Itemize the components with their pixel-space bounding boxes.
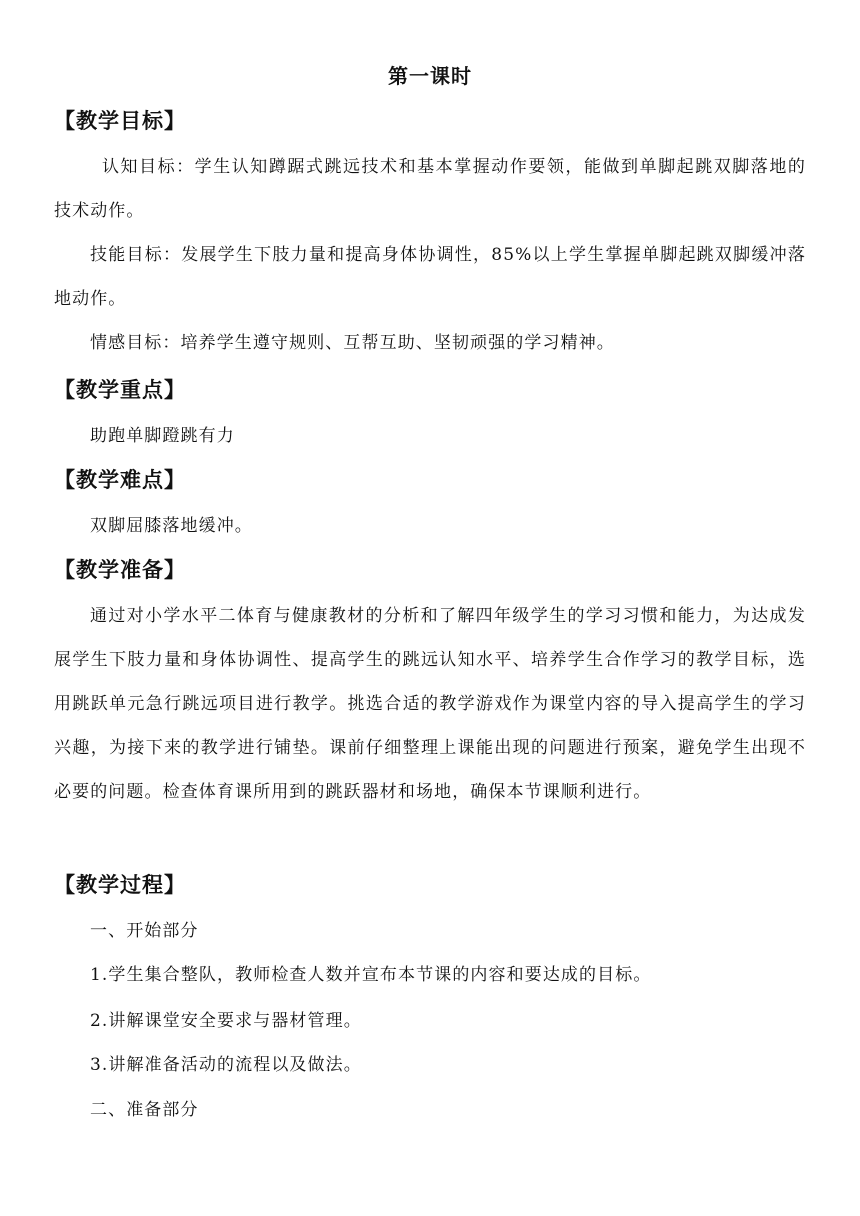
page-title: 第一课时: [388, 64, 472, 88]
process-step-3: 3.讲解准备活动的流程以及做法。: [90, 1055, 362, 1075]
difficulty-text: 双脚屈膝落地缓冲。: [90, 516, 253, 536]
goal-skill: 技能目标：发展学生下肢力量和提高身体协调性，85%以上学生掌握单脚起跳双脚缓冲落地动作。: [54, 245, 806, 309]
section-heading-process: 【教学过程】: [54, 873, 186, 897]
section-heading-goals: 【教学目标】: [54, 109, 186, 133]
section-heading-difficulty: 【教学难点】: [54, 468, 186, 492]
section-heading-key-point: 【教学重点】: [54, 378, 186, 402]
preparation-text: 通过对小学水平二体育与健康教材的分析和了解四年级学生的学习习惯和能力，为达成发展学生下肢力量和身体协调性、提高学生的跳远认知水平、培养学生合作学习的教学目标，选用跳跃单元急行跳远项目进行教学。挑选合适的教学游戏作为课堂内容的导入提高学生的学习兴趣，为接下来的教学进行铺垫。课前仔细整理上课能出现的问题进行预案，避免学生出现不必要的问题。检查体育课所用到的跳跃器材和场地，确保本节课顺利进行。: [54, 606, 806, 802]
goal-cognitive: 认知目标：学生认知蹲踞式跳远技术和基本掌握动作要领，能做到单脚起跳双脚落地的技术动作。: [54, 157, 806, 221]
process-step-1: 1.学生集合整队，教师检查人数并宣布本节课的内容和要达成的目标。: [90, 965, 652, 985]
key-point-text: 助跑单脚蹬跳有力: [90, 426, 235, 446]
process-step-2: 2.讲解课堂安全要求与器材管理。: [90, 1011, 362, 1031]
process-part-start: 一、开始部分: [90, 921, 199, 941]
section-heading-preparation: 【教学准备】: [54, 558, 186, 582]
process-part-prepare: 二、准备部分: [90, 1100, 199, 1120]
goal-emotion: 情感目标：培养学生遵守规则、互帮互助、坚韧顽强的学习精神。: [90, 333, 615, 353]
